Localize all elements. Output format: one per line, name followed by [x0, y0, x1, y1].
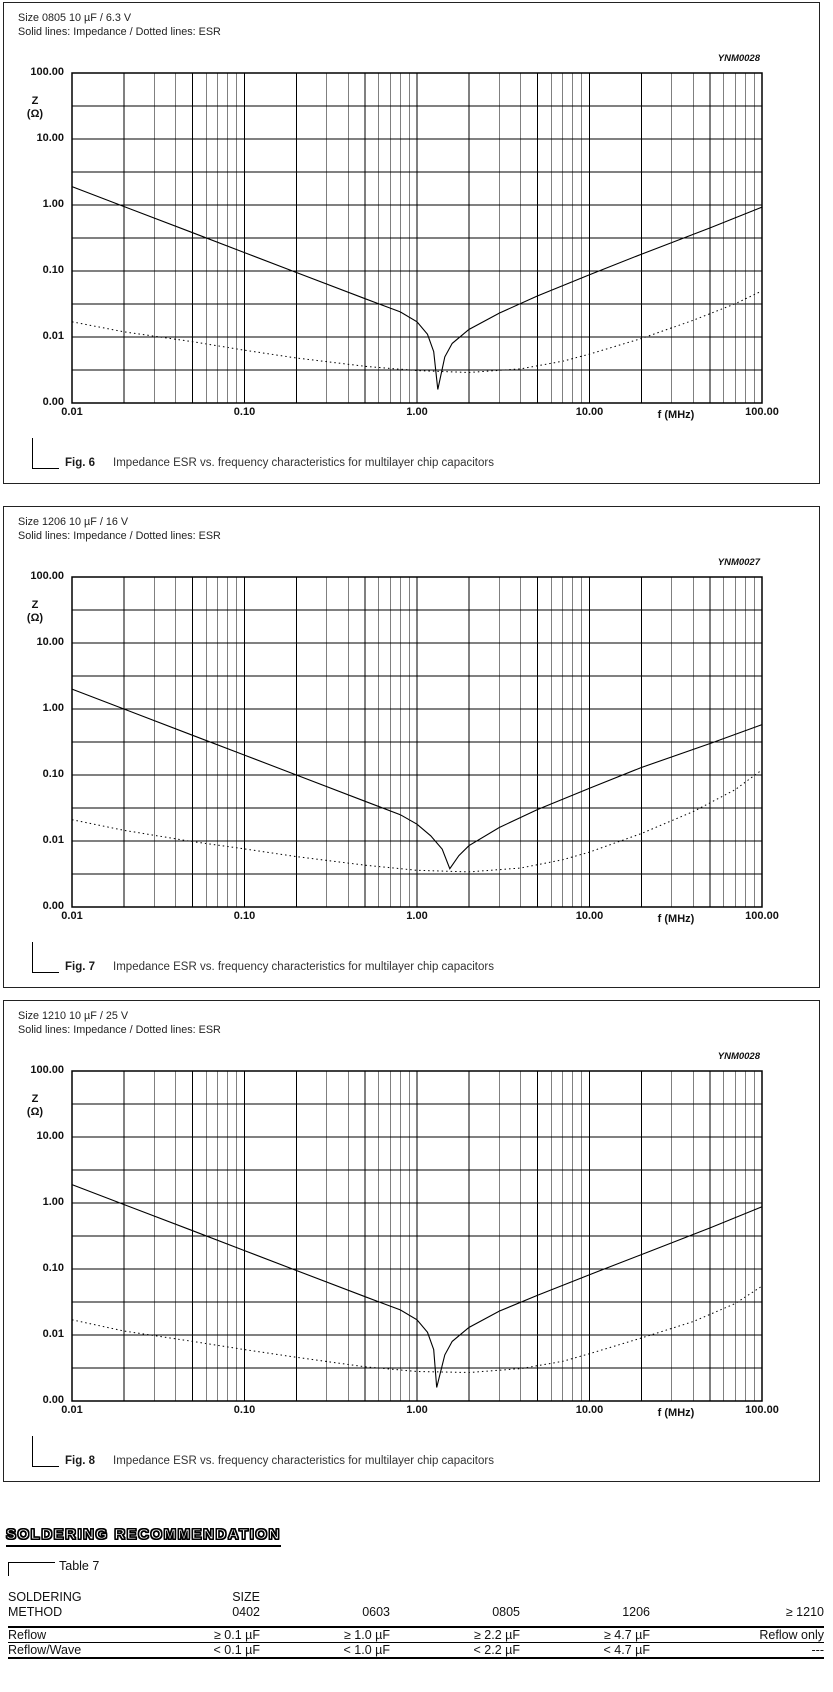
chart-title: Size 0805 10 µF / 6.3 V — [18, 12, 132, 24]
table-label-row — [8, 1559, 824, 1576]
table-row — [8, 1627, 824, 1643]
impedance-esr-plot — [72, 577, 762, 907]
figure-number: Fig. 8 — [65, 1455, 96, 1467]
col-group-header: SIZE — [232, 1590, 260, 1604]
y-tick-label: 0.00 — [42, 396, 64, 408]
plot-area — [26, 570, 779, 925]
y-tick-label: 0.01 — [42, 834, 64, 846]
impedance-esr-plot — [72, 1071, 762, 1401]
chart-header — [18, 515, 221, 543]
table-cell: ≥ 4.7 µF — [520, 1627, 650, 1643]
x-tick-label: 10.00 — [575, 1404, 604, 1416]
x-tick-label: 0.10 — [233, 910, 256, 922]
x-tick-label: 100.00 — [745, 910, 779, 922]
chart-header — [18, 11, 221, 39]
figure-number: Fig. 7 — [65, 961, 96, 973]
table-cell: < 1.0 µF — [260, 1643, 390, 1659]
row-header: Reflow/Wave — [8, 1643, 180, 1659]
soldering-table — [8, 1586, 824, 1659]
plot-area — [26, 66, 779, 421]
chart-legend-note: Solid lines: Impedance / Dotted lines: ESR — [18, 1024, 221, 1036]
section-heading: SOLDERING RECOMMENDATION — [6, 1526, 281, 1547]
trace-code: YNM0028 — [717, 53, 760, 64]
table-cell: < 2.2 µF — [390, 1643, 520, 1659]
caption-bracket — [32, 1436, 59, 1467]
y-tick-label: 0.01 — [42, 1328, 64, 1340]
y-unit-symbol: Z — [31, 95, 39, 107]
x-axis-unit: f (MHz) — [657, 409, 695, 421]
figure-6-panel — [3, 2, 820, 484]
datasheet-page — [0, 2, 833, 1692]
x-tick-label: 10.00 — [575, 406, 604, 418]
plot-area — [26, 1064, 779, 1419]
x-tick-label: 0.01 — [61, 406, 83, 418]
table-row — [8, 1643, 824, 1659]
caption-bracket — [32, 438, 59, 469]
trace-code: YNM0028 — [717, 1051, 760, 1062]
y-tick-label: 1.00 — [42, 702, 64, 714]
y-tick-label: 10.00 — [36, 636, 64, 648]
y-axis-unit — [12, 95, 58, 121]
col-header: ≥ 1210 — [650, 1605, 824, 1627]
figure-caption — [32, 942, 494, 973]
x-axis-unit: f (MHz) — [657, 913, 695, 925]
table-header-row — [8, 1586, 824, 1605]
spacer-cell — [390, 1586, 520, 1605]
caption-bracket — [32, 942, 59, 973]
table-cell: Reflow only — [650, 1627, 824, 1643]
x-tick-label: 100.00 — [745, 1404, 779, 1416]
y-unit-symbol: Z — [31, 599, 39, 611]
col-header: 0603 — [260, 1605, 390, 1627]
figure-caption — [32, 438, 494, 469]
y-tick-label: 100.00 — [30, 570, 64, 582]
x-tick-label: 100.00 — [745, 406, 779, 418]
x-tick-label: 1.00 — [406, 1404, 428, 1416]
chart-header — [18, 1009, 221, 1037]
table-cell: ≥ 0.1 µF — [180, 1627, 260, 1643]
figure-number: Fig. 6 — [65, 457, 96, 469]
chart-title: Size 1210 10 µF / 25 V — [18, 1010, 129, 1022]
x-axis-unit: f (MHz) — [657, 1407, 695, 1419]
table-cell: < 4.7 µF — [520, 1643, 650, 1659]
y-axis-unit — [12, 1093, 58, 1119]
col-header: 0402 — [180, 1605, 260, 1627]
x-tick-label: 10.00 — [575, 910, 604, 922]
chart-legend-note: Solid lines: Impedance / Dotted lines: ESR — [18, 530, 221, 542]
y-tick-label: 0.01 — [42, 330, 64, 342]
y-tick-label: 10.00 — [36, 1130, 64, 1142]
table-cell: ≥ 2.2 µF — [390, 1627, 520, 1643]
y-tick-label: 1.00 — [42, 198, 64, 210]
soldering-section — [6, 1526, 824, 1659]
col-header: SOLDERING — [8, 1590, 82, 1604]
chart-legend-note: Solid lines: Impedance / Dotted lines: ESR — [18, 26, 221, 38]
y-unit-ohm: (Ω) — [26, 1106, 44, 1118]
y-unit-ohm: (Ω) — [26, 108, 44, 120]
figure-7-panel — [3, 506, 820, 988]
chart-title: Size 1206 10 µF / 16 V — [18, 516, 129, 528]
x-tick-label: 1.00 — [406, 406, 428, 418]
figure-8-panel — [3, 1000, 820, 1482]
y-tick-label: 0.10 — [42, 1262, 64, 1274]
table-header-row — [8, 1605, 824, 1627]
col-header: 0805 — [390, 1605, 520, 1627]
x-tick-label: 0.01 — [61, 910, 83, 922]
x-tick-label: 0.10 — [233, 406, 256, 418]
y-axis-unit — [12, 599, 58, 625]
impedance-esr-plot — [72, 73, 762, 403]
x-tick-label: 0.01 — [61, 1404, 83, 1416]
figure-caption-text: Impedance ESR vs. frequency characteristics for multilayer chip capacitors — [113, 456, 494, 469]
y-tick-label: 100.00 — [30, 66, 64, 78]
y-tick-label: 0.00 — [42, 1394, 64, 1406]
spacer-cell — [650, 1586, 824, 1605]
row-header: Reflow — [8, 1627, 180, 1643]
figure-caption — [32, 1436, 494, 1467]
table-cell: < 0.1 µF — [180, 1643, 260, 1659]
x-tick-label: 1.00 — [406, 910, 428, 922]
table-bracket — [8, 1562, 55, 1576]
y-unit-ohm: (Ω) — [26, 612, 44, 624]
y-tick-label: 0.10 — [42, 768, 64, 780]
table-label: Table 7 — [59, 1559, 100, 1573]
figure-caption-text: Impedance ESR vs. frequency characteristics for multilayer chip capacitors — [113, 1454, 494, 1467]
y-tick-label: 100.00 — [30, 1064, 64, 1076]
y-tick-label: 10.00 — [36, 132, 64, 144]
table-cell: --- — [650, 1643, 824, 1659]
y-unit-symbol: Z — [31, 1093, 39, 1105]
col-header: 1206 — [520, 1605, 650, 1627]
table-cell: ≥ 1.0 µF — [260, 1627, 390, 1643]
y-tick-label: 1.00 — [42, 1196, 64, 1208]
y-tick-label: 0.00 — [42, 900, 64, 912]
x-tick-label: 0.10 — [233, 1404, 256, 1416]
col-header: METHOD — [8, 1605, 180, 1627]
trace-code: YNM0027 — [717, 557, 760, 568]
y-tick-label: 0.10 — [42, 264, 64, 276]
spacer-cell — [260, 1586, 390, 1605]
spacer-cell — [520, 1586, 650, 1605]
figure-caption-text: Impedance ESR vs. frequency characteristics for multilayer chip capacitors — [113, 960, 494, 973]
